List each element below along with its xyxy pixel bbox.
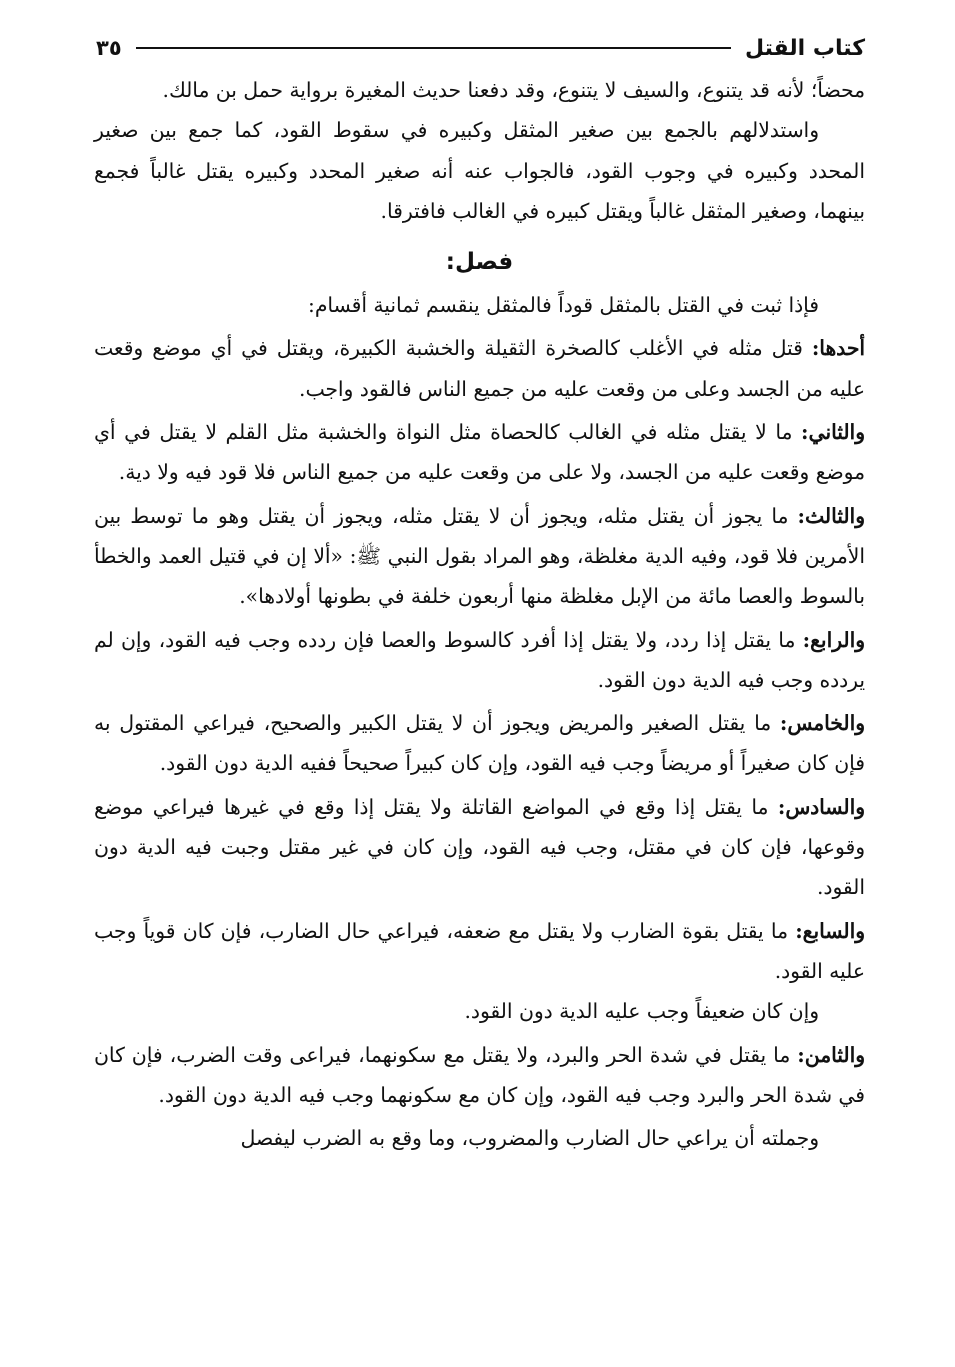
paragraph: واستدلالهم بالجمع بين صغير المثقل وكبيره في سقوط القود، كما جمع بين صغير المحدد وكبيره في وجوب القود، فالجواب عنه أنه صغير المحدد وكبيره يقتل غالباً فجمع بينهما، وصغير المثقل غالباً ويقتل كبيره في الغالب فافترقا. (94, 118, 865, 223)
section-text: ما يقتل إذا ردد، ولا يقتل إذا أفرد كالسوط والعصا فإن ردده وجب فيه القود، وإن لم يردده وجب فيه الدية دون القود. (94, 627, 865, 692)
header-rule (136, 47, 731, 49)
section-lead: والثالث: (797, 503, 865, 528)
section-fifth (94, 703, 865, 784)
section-text: ما يقتل إذا وقع في المواضع القاتلة ولا يقتل إذا وقع في غيرها فيراعي موضع وقوعها، فإن كان في مقتل، وجب فيه القود، وإن كان في غير مقتل وجبت فيه الدية دون القود. (94, 794, 865, 900)
section-seventh-continuation: وإن كان ضعيفاً وجب عليه الدية دون القود. (464, 999, 819, 1024)
chapter-title: كتاب القتل (744, 35, 865, 61)
closing-paragraph: وجملته أن يراعي حال الضارب والمضروب، وما وقع به الضرب ليفصل (240, 1126, 819, 1151)
section-sixth (94, 787, 865, 908)
section-text: قتل مثله في الأغلب كالصخرة الثقيلة والخشبة الكبيرة، ويقتل في أي موضع وقعت عليه من الجسد وعلى من وقعت عليه من جميع الناس فالقود واجب. (94, 336, 865, 401)
section-lead: والسابع: (795, 918, 865, 943)
running-header (96, 28, 865, 68)
section-eighth (94, 1035, 865, 1116)
section-first (94, 328, 865, 409)
paragraph: محضاً؛ لأنه قد يتنوع، والسيف لا يتنوع، وقد دفعنا حديث المغيرة برواية حمل بن مالك. (162, 78, 865, 102)
section-text: ما يقتل في شدة الحر والبرد، ولا يقتل مع سكونهما، فيراعى وقت الضرب، فإن كان في شدة الحر والبرد وجب فيه القود، وإن كان مع سكونهما وجب فيه الدية دون القود. (94, 1042, 865, 1107)
page-body (94, 70, 865, 1158)
section-seventh (94, 911, 865, 992)
section-text: ما يقتل بقوة الضارب ولا يقتل مع ضعفه، فيراعي حال الضارب، فإن كان قوياً وجب عليه القود. (94, 918, 865, 983)
section-second (94, 412, 865, 493)
section-text: ما يقتل الصغير والمريض ويجوز أن لا يقتل الكبير والصحيح، فيراعي المقتول به فإن كان صغيراً أو مريضاً وجب فيه القود، وإن كان كبيراً صحيحاً ففيه الدية دون القود. (94, 711, 865, 776)
section-heading: فصل: (445, 249, 514, 276)
section-lead: والثاني: (801, 420, 865, 445)
section-lead: أحدها: (811, 336, 865, 361)
section-fourth (94, 620, 865, 701)
section-lead: والخامس: (779, 711, 865, 736)
intro-paragraph: فإذا ثبت في القتل بالمثقل قوداً فالمثقل ينقسم ثمانية أقسام: (307, 293, 819, 318)
section-lead: والثامن: (797, 1042, 865, 1067)
section-third (94, 496, 865, 617)
section-text: ما يجوز أن يقتل مثله، ويجوز أن لا يقتل مثله، ويجوز أن يقتل وهو ما توسط بين الأمرين فلا قود، وفيه الدية مغلظة، وهو المراد بقول النبي ﷺ: «ألا إن في قتيل العمد والخطأ بالسوط والعصا مائة من الإبل مغلظة منها أربعون خلفة في بطونها أولادها». (94, 503, 865, 609)
page-number: ٣٥ (96, 36, 122, 60)
section-lead: والسادس: (777, 794, 865, 819)
section-text: ما لا يقتل مثله في الغالب كالحصاة مثل النواة والخشبة مثل القلم لا يقتل في أي موضع وقعت عليه من الجسد، ولا على من وقعت عليه من جميع الناس فلا قود فيه ولا دية. (94, 420, 865, 485)
section-lead: والرابع: (802, 627, 865, 652)
